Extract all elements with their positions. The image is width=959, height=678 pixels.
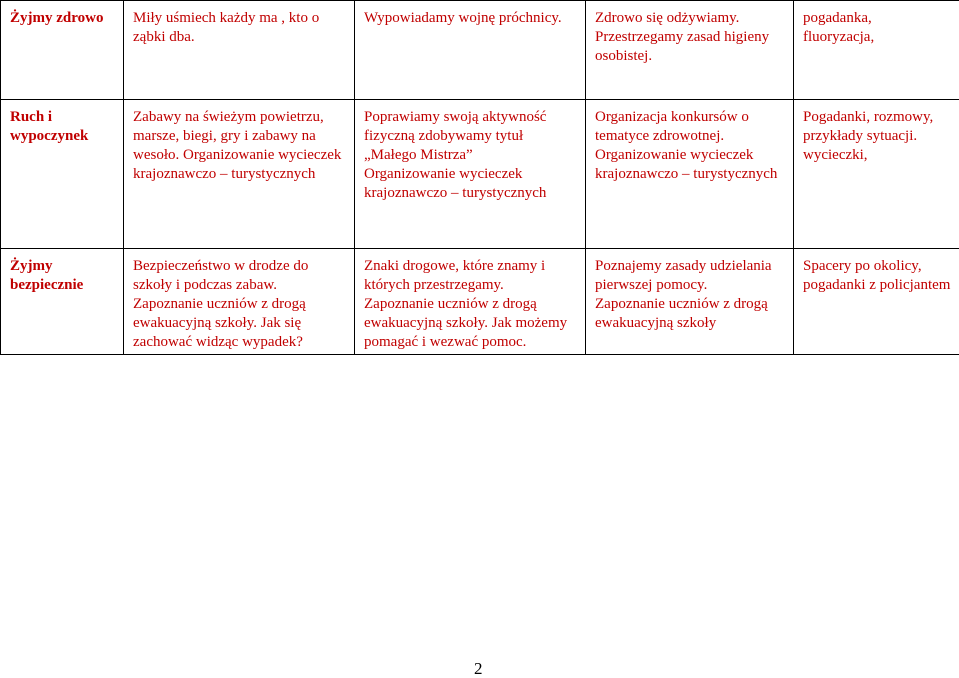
row-heading: Żyjmy zdrowo [1, 1, 124, 100]
table-row [1, 1, 959, 100]
table-cell: Zdrowo się odżywiamy. Przestrzegamy zasad higieny osobistej. [586, 1, 794, 100]
row-heading: Ruch i wypoczynek [1, 100, 124, 249]
table-cell: Pogadanki, rozmowy, przykłady sytuacji. wycieczki, [794, 100, 959, 249]
row-heading: Żyjmy bezpiecznie [1, 249, 124, 355]
table-cell: Organizacja konkursów o tematyce zdrowotnej. Organizowanie wycieczek krajoznawczo – turystycznych [586, 100, 794, 249]
table-cell: Znaki drogowe, które znamy i których przestrzegamy. Zapoznanie uczniów z drogą ewakuacyjną szkoły. Jak możemy pomagać i wezwać pomoc. [355, 249, 586, 355]
table-cell: Bezpieczeństwo w drodze do szkoły i podczas zabaw. Zapoznanie uczniów z drogą ewakuacyjną szkoły. Jak się zachować widząc wypadek? [124, 249, 355, 355]
page-number: 2 [474, 659, 483, 678]
table-cell: Miły uśmiech każdy ma , kto o ząbki dba. [124, 1, 355, 100]
table-row [1, 100, 959, 249]
table-cell: pogadanka, fluoryzacja, [794, 1, 959, 100]
table-cell: Spacery po okolicy, pogadanki z policjantem [794, 249, 959, 355]
table-cell: Wypowiadamy wojnę próchnicy. [355, 1, 586, 100]
table-cell: Poznajemy zasady udzielania pierwszej pomocy. Zapoznanie uczniów z drogą ewakuacyjną szkoły [586, 249, 794, 355]
table-cell: Poprawiamy swoją aktywność fizyczną zdobywamy tytuł „Małego Mistrza” Organizowanie wycieczek krajoznawczo – turystycznych [355, 100, 586, 249]
table-row [1, 249, 959, 355]
table-cell: Zabawy na świeżym powietrzu, marsze, biegi, gry i zabawy na wesoło. Organizowanie wycieczek krajoznawczo – turystycznych [124, 100, 355, 249]
